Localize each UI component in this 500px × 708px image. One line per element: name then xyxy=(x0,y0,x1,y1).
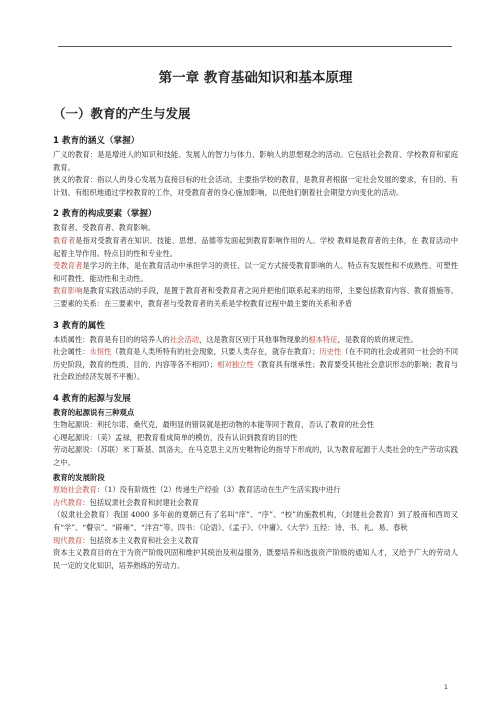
section-title: （一）教育的产生与发展 xyxy=(53,106,191,121)
highlight-historical: 历史性 xyxy=(319,347,342,357)
heading-education-attributes: 3 教育的属性 xyxy=(53,320,105,331)
paragraph-influence xyxy=(53,285,458,310)
paragraph-psychological-origin: 心理起源说：（美）孟禄，把教育看成简单的模仿，没有认识到教育的目的性 xyxy=(53,432,298,442)
paragraph-elements-intro: 教育者、受教育者、教育影响。 xyxy=(53,223,156,233)
highlight-eternal: 永恒性 xyxy=(89,347,112,357)
heading-origin-development: 4 教育的起源与发展 xyxy=(53,393,131,404)
paragraph-ancient-detail: （奴隶社会教育）我国 4000 多年前的夏朝已有了名叫“庠”、“序”、“校”的施教机构，（封建社会教育）到了殷商和西周又有“学”、“瞽宗”、“辟雍”、“泮宫”等。四书：《论语》、《孟子》、《中庸》、《大学》五经：诗、书、礼、易、春秋 xyxy=(53,510,458,533)
heading-education-elements: 2 教育的构成要素（掌握） xyxy=(53,209,157,220)
text-segment: ：包括奴隶社会教育和封建社会教育 xyxy=(82,497,199,507)
paragraph-social-attribute xyxy=(53,346,458,384)
highlight-relative-independence: 相对独立性 xyxy=(217,359,254,369)
header-rule xyxy=(58,46,452,47)
paragraph-capitalist-education: 资本主义教育目的在于为资产阶级巩固和维护其统治及利益服务，既要培养和选拔资产阶级的通知人才，又给予广大的劳动人民一定的文化知识，培养熟练的劳动力。 xyxy=(53,548,458,570)
paragraph-biological-origin: 生物起源说：利托尔诺、桑代克，最明显的错误就是把动物的本能等同于教育，否认了教育的社会性 xyxy=(53,419,375,429)
text-influence: 是教育实践活动的手段，是置于教育者和受教育者之间并把他们联系起来的纽带，主要包括教育内容、教育措施等。三要素的关系：在三要素中，教育者与受教育者的关系是学校教育过程中最主要的关系和矛盾 xyxy=(53,286,459,308)
term-educator: 教育者 xyxy=(53,235,76,245)
text-segment: ：（1）没有阶级性（2）传递生产经验（3）教育活动在生产生活实践中进行 xyxy=(96,485,341,495)
highlight-social-activity: 社会活动 xyxy=(169,334,199,344)
heading-education-meaning: 1 教育的涵义（掌握） xyxy=(53,136,140,146)
text-segment: （教育具有继承性；教育要受其他社会意识形态的影响；教育与社会政治经济发展不平衡）。 xyxy=(53,359,459,382)
term-primitive-education: 原始社会教育 xyxy=(53,485,97,495)
term-influence: 教育影响 xyxy=(53,286,83,296)
paragraph-broad-education: 广义的教育：是是增进人的知识和技能、发展人的智力与体力、影响人的思想观念的活动。它包括社会教育、学校教育和家庭教育。 xyxy=(53,150,458,172)
heading-development-stages: 教育的发展阶段 xyxy=(53,473,105,483)
text-educator: 是指对受教育者在知识、技能、思想、品德等发面起到教育影响作用的人。学校 教师是教育者的主体，在 教育活动中起着主导作用。特点目的性和专业性。 xyxy=(53,235,459,258)
text-segment: ：包括资本主义教育和社会主义教育 xyxy=(82,535,199,545)
text-learner: 是学习的主体，是在教育活动中承担学习的责任、以一定方式接受教育影响的人。特点有发展性和不成熟性、可塑性和可教性、能动性和主动性。 xyxy=(53,261,459,283)
chapter-title: 第一章 教育基础知识和基本原理 xyxy=(158,70,353,86)
text-segment: 社会属性： xyxy=(53,347,90,357)
text-segment: ，是教育的质的规定性。 xyxy=(337,334,418,344)
heading-origin-theories: 教育的起源说有三种观点 xyxy=(53,407,135,417)
term-ancient-education: 古代教育 xyxy=(53,497,83,507)
paragraph-labor-origin: 劳动起源说：（苏联）米丁斯基、凯洛夫，在马克思主义历史唯物论的指导下形成的，认为教育起源于人类社会的生产劳动实践之中。 xyxy=(53,445,458,467)
paragraph-essential-attribute xyxy=(53,334,458,347)
document-page xyxy=(53,58,458,572)
highlight-fundamental-feature: 根本特征 xyxy=(308,334,338,344)
text-segment: ，这是教育区别于其他事物现象的 xyxy=(198,334,309,344)
term-learner: 受教育者 xyxy=(53,261,83,271)
page-number: 1 xyxy=(443,683,448,691)
paragraph-narrow-education: 狭义的教育：指以人的身心发展为直接目标的社会活动，主要指学校的教育，是教育者根据一定社会发展的要求，有目的、有计划、有组织地通过学校教育的工作，对受教育者的身心施加影响，以使他们朝着社会期望方向变化的活动。 xyxy=(53,175,458,197)
text-segment: （在不同的社会或者同一社会的不同历史阶段，教育的性质、目的、内容等各不相同）； xyxy=(53,347,459,369)
paragraph-learner xyxy=(53,260,458,285)
paragraph-modern-education xyxy=(53,535,458,548)
paragraph-educator xyxy=(53,235,458,260)
paragraph-primitive-education xyxy=(53,484,458,497)
text-segment: 本质属性：教育是有目的的培养人的 xyxy=(53,334,170,344)
text-segment: （教育是人类所特有的社会现象，只要人类存在，就存在教育）； xyxy=(111,347,320,357)
paragraph-ancient-education xyxy=(53,497,458,510)
term-modern-education: 现代教育 xyxy=(53,535,83,545)
